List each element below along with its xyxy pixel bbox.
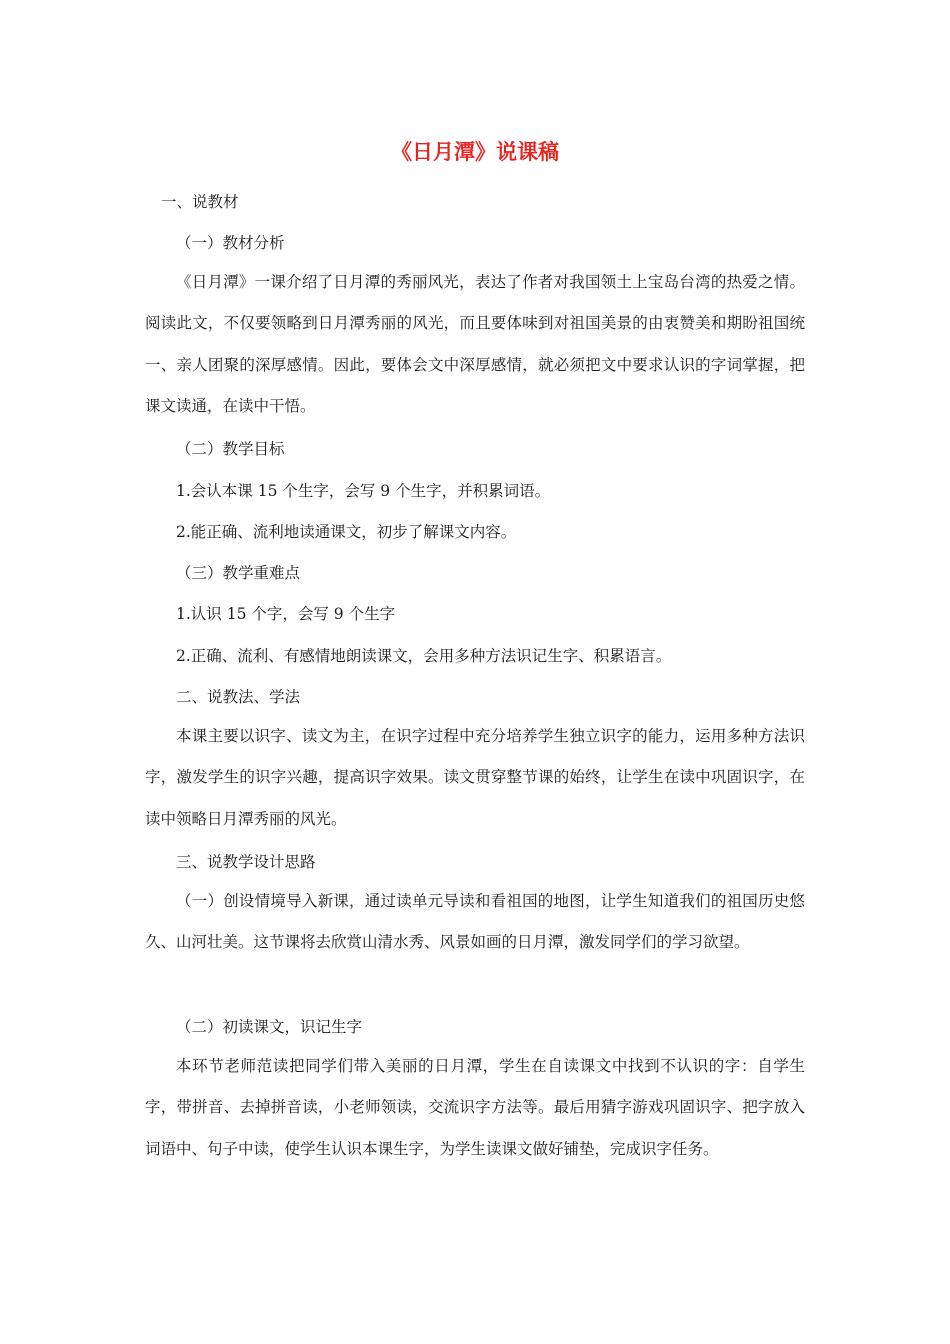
goal-item-1: 1.会认本课 15 个生字，会写 9 个生字，并积累词语。 xyxy=(176,482,551,500)
key-item-2: 2.正确、流利、有感情地朗读课文，会用多种方法识记生字、积累语言。 xyxy=(176,647,672,665)
subheading-textbook-analysis: （一）教材分析 xyxy=(176,234,285,252)
key-item-1: 1.认识 15 个字，会写 9 个生字 xyxy=(176,605,396,623)
page-title: 《日月潭》说课稿 xyxy=(391,140,559,164)
paragraph-analysis: 《日月潭》一课介绍了日月潭的秀丽风光，表达了作者对我国领土上宝岛台湾的热爱之情。阅读此文，不仅要领略到日月潭秀丽的风光，而且要体味到对祖国美景的由衷赞美和期盼祖国统一、亲人团聚的深厚感情。因此，要体会文中深厚感情，就必须把文中要求认识的字词掌握，把课文读通，在读中干悟。 xyxy=(145,273,805,415)
heading-section-1: 一、说教材 xyxy=(161,193,239,211)
subheading-first-reading: （二）初读课文，识记生字 xyxy=(176,1018,363,1036)
paragraph-methods: 本课主要以识字、读文为主，在识字过程中充分培养学生独立识字的能力，运用多种方法识字，激发学生的识字兴趣，提高识字效果。读文贯穿整节课的始终，让学生在读中巩固识字，在读中领略日月潭秀丽的风光。 xyxy=(145,727,805,828)
heading-section-3: 三、说教学设计思路 xyxy=(176,853,316,871)
paragraph-first-reading: 本环节老师范读把同学们带入美丽的日月潭，学生在自读课文中找到不认识的字：自学生字，带拼音、去掉拼音读，小老师领读，交流识字方法等。最后用猜字游戏巩固识字、把字放入词语中、句子中读，使学生认识本课生字，为学生读课文做好铺垫，完成识字任务。 xyxy=(145,1057,805,1158)
subheading-teaching-goals: （二）教学目标 xyxy=(176,440,285,458)
paragraph-intro-lesson: （一）创设情境导入新课，通过读单元导读和看祖国的地图，让学生知道我们的祖国历史悠久、山河壮美。这节课将去欣赏山清水秀、风景如画的日月潭，激发同学们的学习欲望。 xyxy=(145,892,805,952)
goal-item-2: 2.能正确、流利地读通课文，初步了解课文内容。 xyxy=(176,523,517,541)
subheading-key-points: （三）教学重难点 xyxy=(176,564,301,582)
heading-section-2: 二、说教法、学法 xyxy=(176,688,301,706)
